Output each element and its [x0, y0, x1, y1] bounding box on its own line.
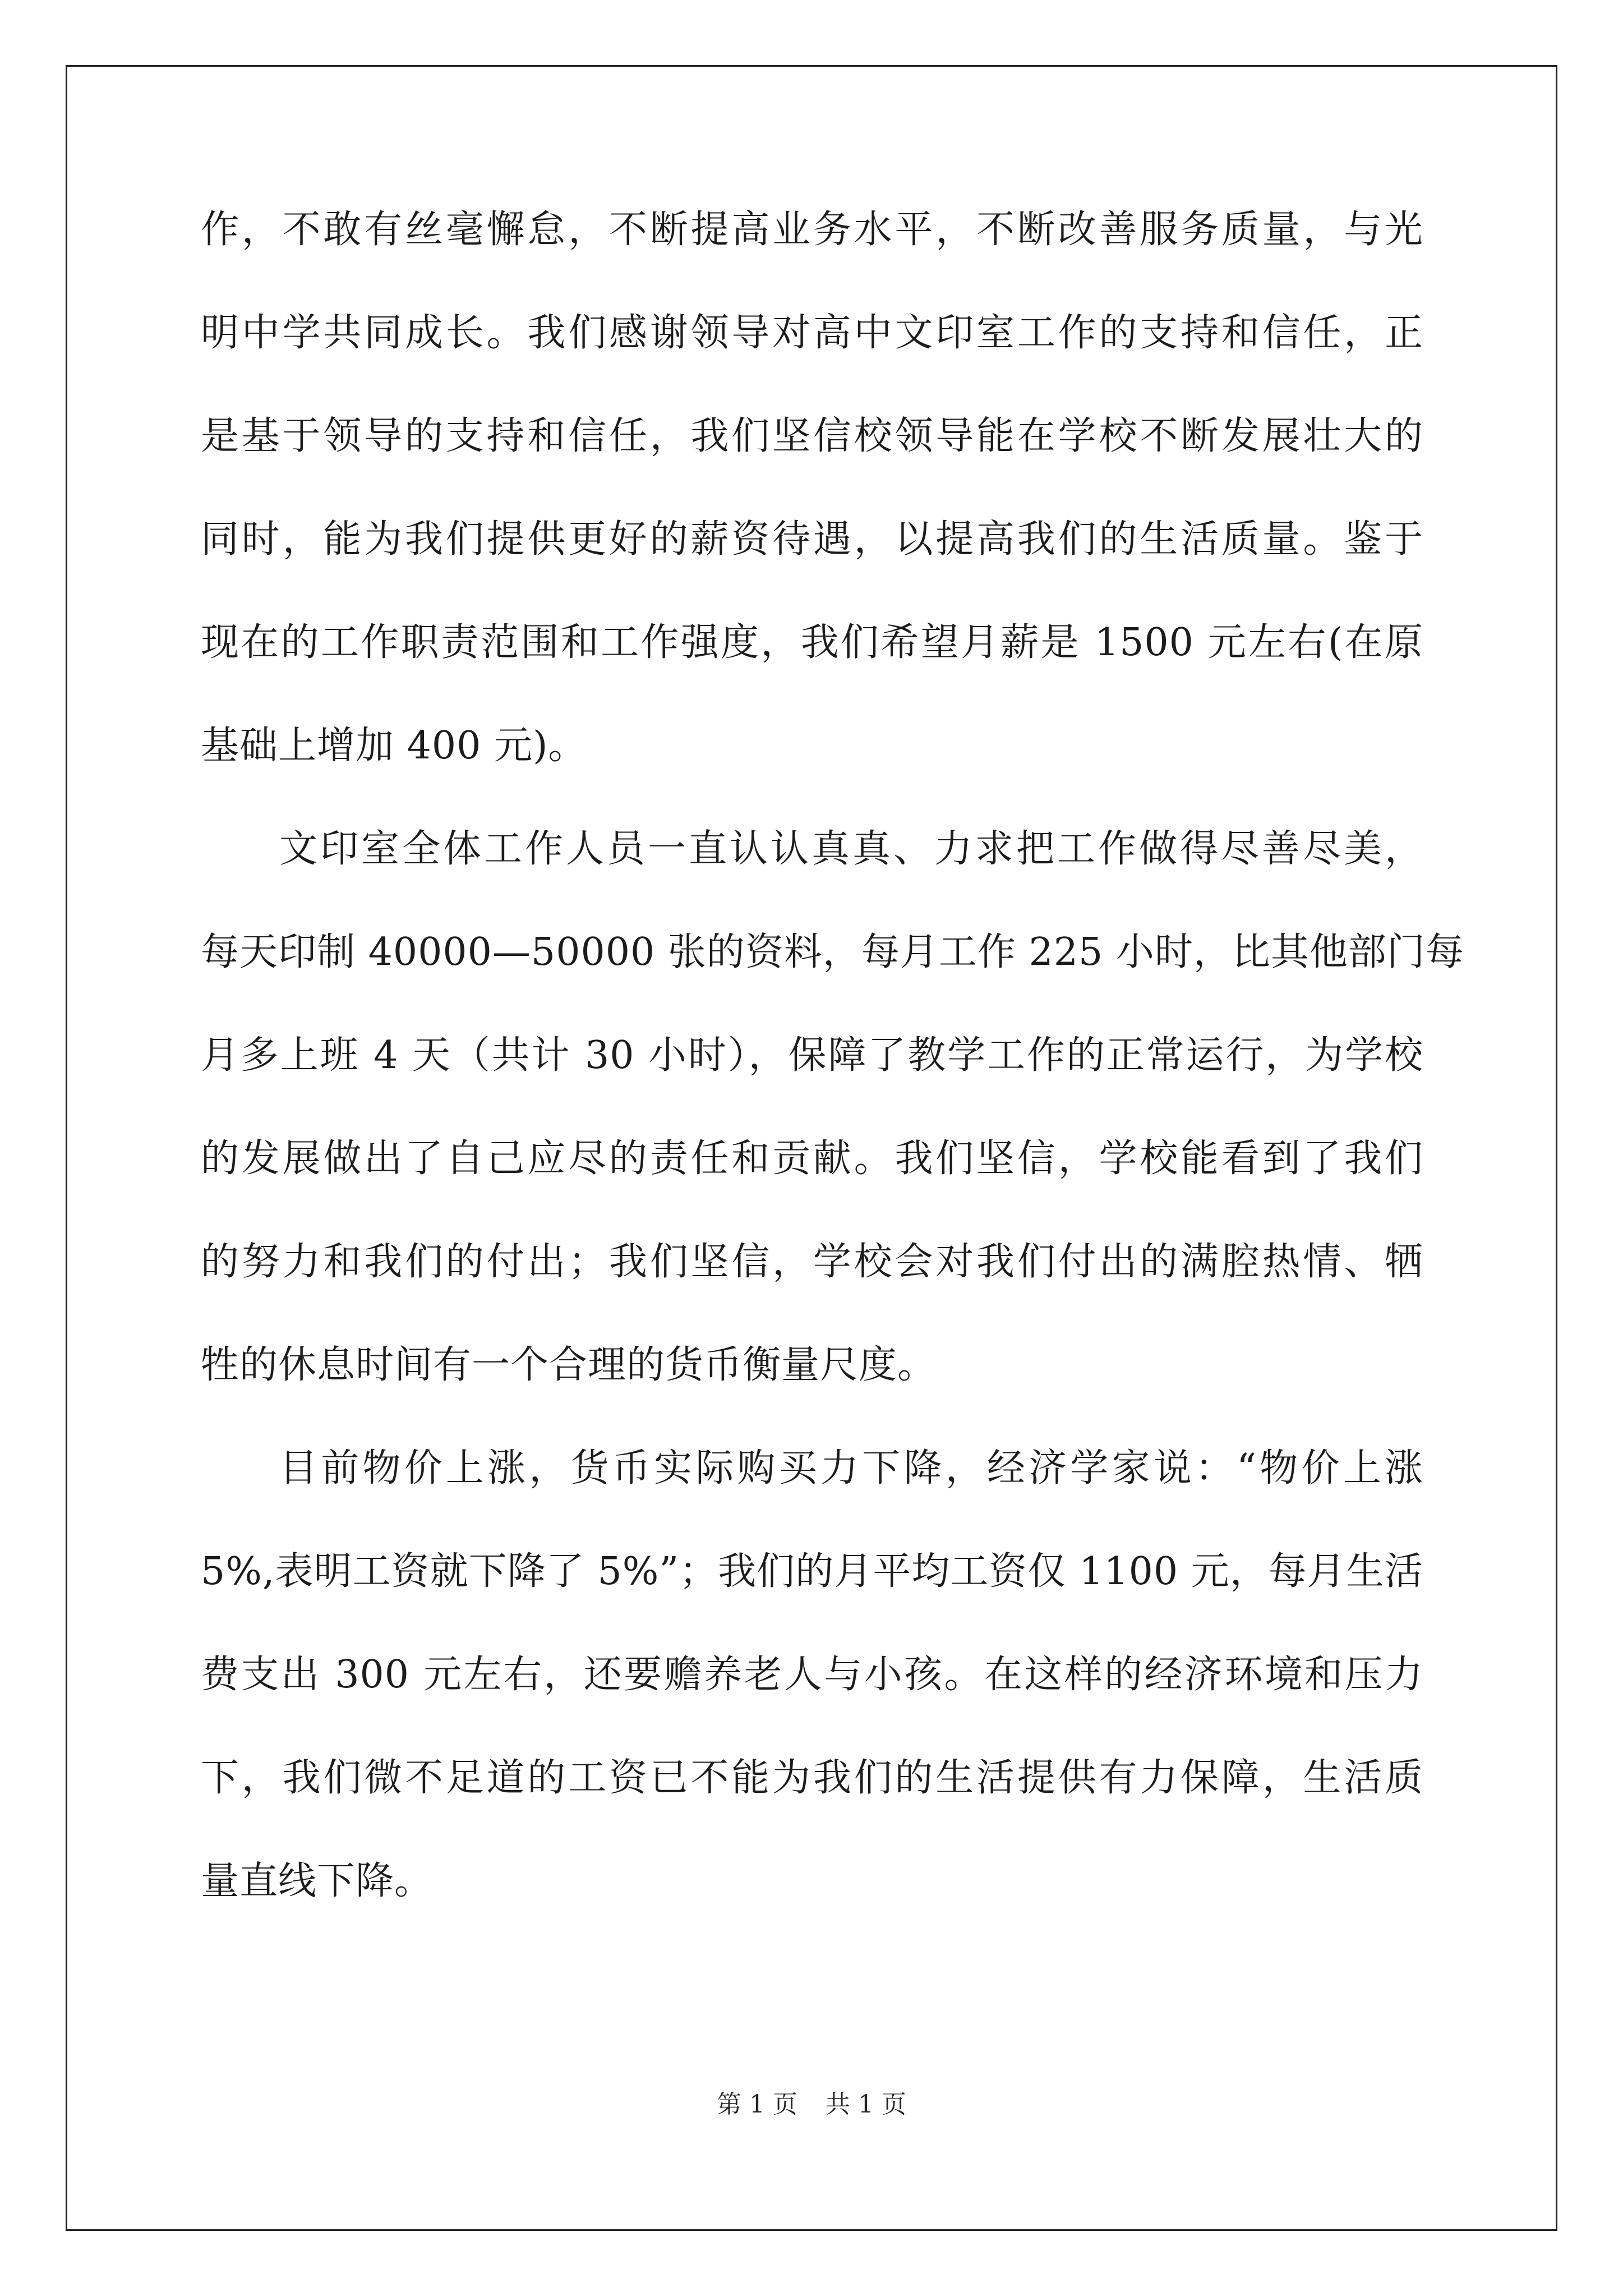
paragraph-2-line-1: 文印室全体工作人员一直认认真真、力求把工作做得尽善尽美，	[279, 827, 1423, 871]
paragraph-2-line-5: 的努力和我们的付出；我们坚信，学校会对我们付出的满腔热情、牺	[201, 1240, 1423, 1284]
paragraph-1-line-3: 是基于领导的支持和信任，我们坚信校领导能在学校不断发展壮大的	[201, 414, 1423, 458]
paragraph-1-line-6: 基础上增加 400 元)。	[201, 724, 587, 768]
paragraph-1-line-5: 现在的工作职责范围和工作强度，我们希望月薪是 1500 元左右(在原	[201, 620, 1423, 665]
paragraph-2-line-4: 的发展做出了自己应尽的责任和贡献。我们坚信，学校能看到了我们	[201, 1137, 1423, 1181]
paragraph-3-line-1: 目前物价上涨，货币实际购买力下降，经济学家说：“物价上涨	[279, 1446, 1424, 1490]
paragraph-3-line-5: 量直线下降。	[201, 1859, 434, 1903]
paragraph-3-line-4: 下，我们微不足道的工资已不能为我们的生活提供有力保障，生活质	[201, 1756, 1423, 1800]
paragraph-2-line-2: 每天印制 40000—50000 张的资料，每月工作 225 小时，比其他部门每	[201, 930, 1464, 974]
page-total: 共 1 页	[826, 2090, 906, 2119]
paragraph-3-line-2: 5%,表明工资就下降了 5%”；我们的月平均工资仅 1100 元，每月生活	[201, 1549, 1423, 1594]
paragraph-2-line-6: 牲的休息时间有一个合理的货币衡量尺度。	[201, 1343, 937, 1387]
paragraph-1-line-2: 明中学共同成长。我们感谢领导对高中文印室工作的支持和信任，正	[201, 311, 1423, 355]
paragraph-2-line-3: 月多上班 4 天（共计 30 小时），保障了教学工作的正常运行，为学校	[201, 1033, 1423, 1078]
page-footer	[0, 2088, 1623, 2122]
paragraph-1-line-4: 同时，能为我们提供更好的薪资待遇，以提高我们的生活质量。鉴于	[201, 517, 1423, 562]
paragraph-3-line-3: 费支出 300 元左右，还要赡养老人与小孩。在这样的经济环境和压力	[201, 1653, 1423, 1697]
document-body	[201, 202, 1464, 1957]
page-number: 第 1 页	[717, 2090, 797, 2119]
paragraph-1-line-1: 作，不敢有丝毫懈怠，不断提高业务水平，不断改善服务质量，与光	[201, 208, 1423, 252]
